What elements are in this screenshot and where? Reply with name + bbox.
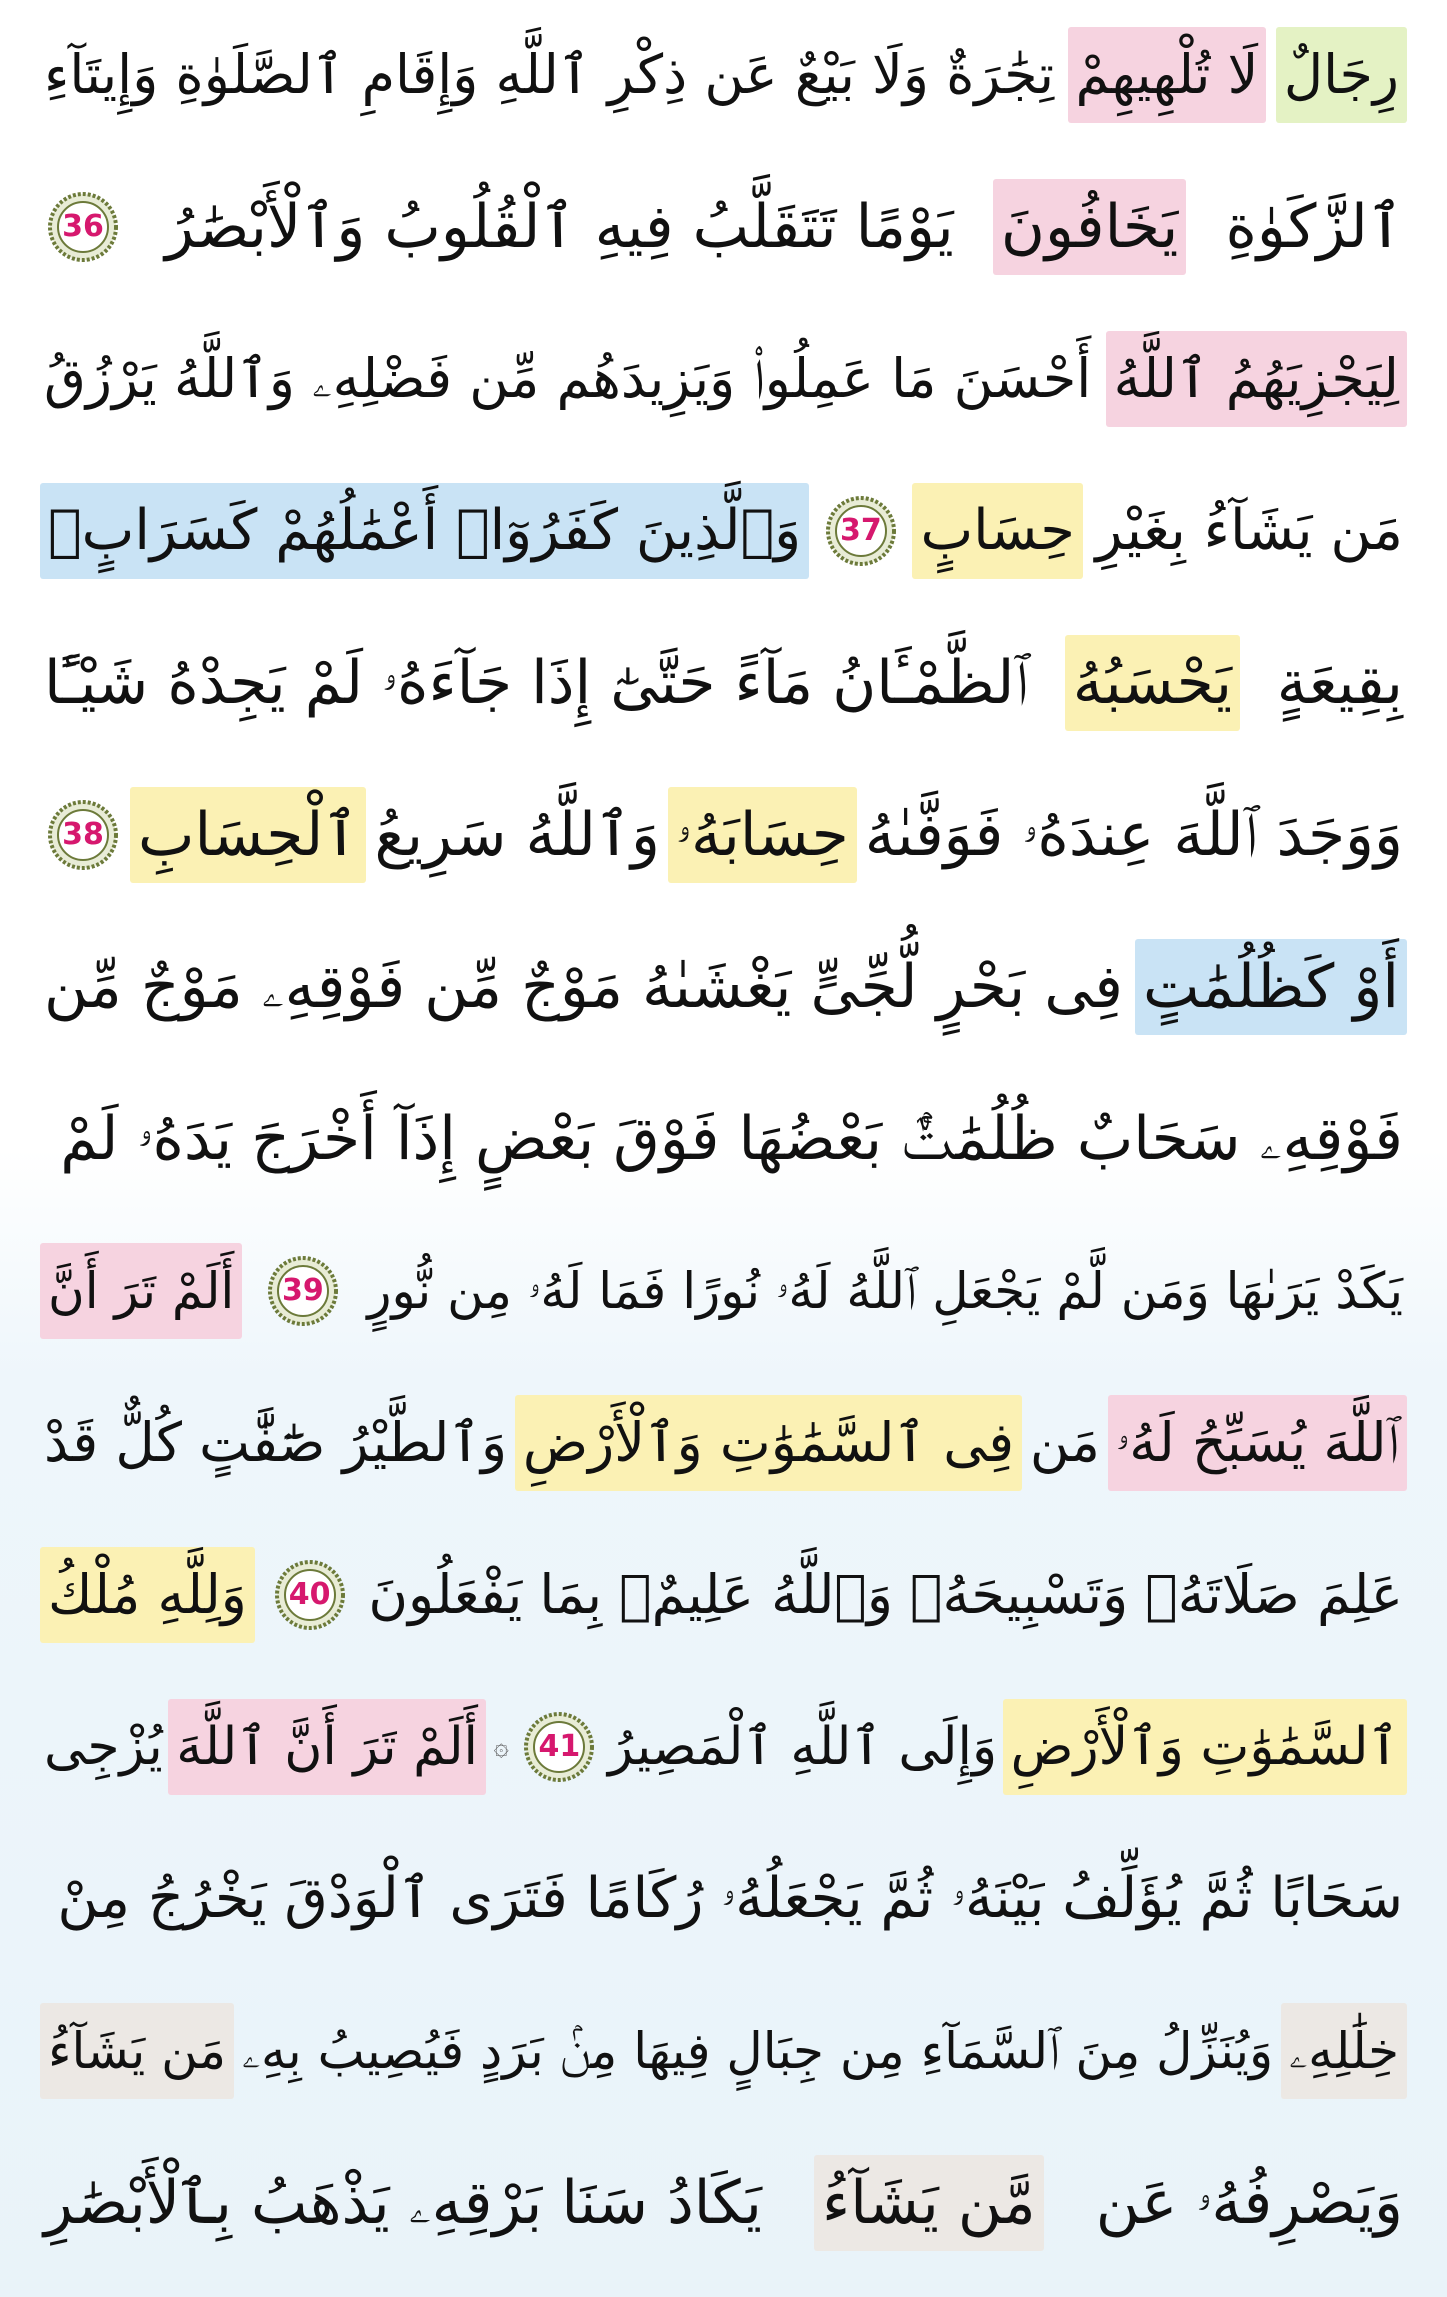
ayah-number: 41 <box>538 1729 581 1764</box>
ayah-number: 38 <box>62 817 104 852</box>
verse-line <box>40 476 1407 586</box>
verse-text: بِقِيعَةٍ <box>1276 648 1403 718</box>
verse-text: وَيُنَزِّلُ مِنَ ٱلسَّمَآءِ مِن جِبَالٍ فِيهَا مِنۢ بَرَدٍ فَيُصِيبُ بِهِۦ <box>241 2022 1274 2080</box>
verse-text: فَوْقِهِۦ سَحَابٌ ظُلُمَٰتٌۢ بَعْضُهَا فَوْقَ بَعْضٍ إِذَآ أَخْرَجَ يَدَهُۥ لَمْ <box>60 1104 1403 1174</box>
verse-text: مَن <box>1029 1411 1100 1474</box>
highlighted-phrase: أَلَمْ تَرَ أَنَّ ٱللَّهَ <box>168 1699 486 1795</box>
verse-line <box>40 1692 1407 1802</box>
verse-text: وَيَصْرِفُهُۥ عَن <box>1095 2168 1403 2238</box>
ayah-number-marker <box>46 798 120 872</box>
verse-line <box>40 780 1407 890</box>
verse-text: يُزْجِى <box>44 1717 163 1777</box>
ayah-number-marker <box>46 190 120 264</box>
ayah-number: 39 <box>281 1273 324 1308</box>
verse-text: وَوَجَدَ ٱللَّهَ عِندَهُۥ فَوَفَّىٰهُ <box>864 800 1403 870</box>
verse-line <box>40 932 1407 1042</box>
highlighted-phrase: لِيَجْزِيَهُمُ ٱللَّهُ <box>1106 331 1407 427</box>
highlighted-phrase: فِى ٱلسَّمَٰوَٰتِ وَٱلْأَرْضِ <box>515 1395 1022 1491</box>
verse-text: وَإِلَى ٱللَّهِ ٱلْمَصِيرُ <box>608 1717 998 1777</box>
highlighted-phrase: حِسَابَهُۥ <box>668 787 857 883</box>
verse-line <box>40 1236 1407 1346</box>
ayah-number-marker <box>273 1558 347 1632</box>
verse-line <box>40 1388 1407 1498</box>
highlighted-phrase: حِسَابٍ <box>912 483 1082 579</box>
verse-text: عَلِمَ صَلَاتَهُۥ وَتَسْبِيحَهُۥ وَٱللَّهُ عَلِيمٌۢ بِمَا يَفْعَلُونَ <box>368 1563 1403 1626</box>
verse-line <box>40 324 1407 434</box>
verse-text: مَن يَشَآءُ بِغَيْرِ <box>1095 498 1403 563</box>
hizb-star-icon: ۞ <box>493 1732 509 1762</box>
verse-line <box>40 2148 1407 2258</box>
ayah-number-marker <box>522 1710 596 1784</box>
verse-text: أَحْسَنَ مَا عَمِلُوا۟ وَيَزِيدَهُم مِّن فَضْلِهِۦ وَٱللَّهُ يَرْزُقُ <box>44 347 1092 410</box>
verse-line <box>40 628 1407 738</box>
ayah-number: 36 <box>62 209 104 244</box>
verse-text: ٱلزَّكَوٰةِ <box>1225 192 1403 262</box>
verse-text: وَٱللَّهُ سَرِيعُ <box>374 800 660 870</box>
verse-text: فِى بَحْرٍ لُّجِّىٍّ يَغْشَىٰهُ مَوْجٌ مِّن فَوْقِهِۦ مَوْجٌ مِّن <box>44 952 1123 1022</box>
highlighted-phrase: رِجَالٌ <box>1276 27 1407 123</box>
highlighted-phrase: لَا تُلْهِيهِمْ <box>1068 27 1267 123</box>
highlighted-phrase: يَخَافُونَ <box>993 179 1186 275</box>
verse-text: سَحَابًا ثُمَّ يُؤَلِّفُ بَيْنَهُۥ ثُمَّ يَجْعَلُهُۥ رُكَامًا فَتَرَى ٱلْوَدْقَ يَخْرُجُ مِنْ <box>57 1866 1403 1931</box>
highlighted-phrase: ٱلْحِسَابِ <box>130 787 366 883</box>
ayah-number: 37 <box>839 513 882 548</box>
verse-text: يَكَدْ يَرَىٰهَا وَمَن لَّمْ يَجْعَلِ ٱللَّهُ لَهُۥ نُورًا فَمَا لَهُۥ مِن نُّورٍ <box>367 1262 1403 1320</box>
verse-text: ٱلظَّمْـَٔانُ مَآءً حَتَّىٰٓ إِذَا جَآءَهُۥ لَمْ يَجِدْهُ شَيْـًٔا <box>44 648 1029 718</box>
ayah-number-marker <box>824 494 898 568</box>
verse-line <box>40 20 1407 130</box>
verse-line <box>40 172 1407 282</box>
highlighted-phrase: يَحْسَبُهُ <box>1065 635 1240 731</box>
verse-line <box>40 1084 1407 1194</box>
verse-line <box>40 1996 1407 2106</box>
ayah-number-marker <box>266 1254 340 1328</box>
verse-text: تِجَٰرَةٌ وَلَا بَيْعٌ عَن ذِكْرِ ٱللَّهِ وَإِقَامِ ٱلصَّلَوٰةِ وَإِيتَآءِ <box>44 43 1055 106</box>
highlighted-phrase: ٱللَّهَ يُسَبِّحُ لَهُۥ <box>1108 1395 1407 1491</box>
highlighted-phrase: ٱلسَّمَٰوَٰتِ وَٱلْأَرْضِ <box>1003 1699 1407 1795</box>
highlighted-phrase: أَوْ كَظُلُمَٰتٍ <box>1135 939 1407 1035</box>
highlighted-phrase: خِلَٰلِهِۦ <box>1281 2003 1407 2099</box>
verse-line <box>40 1844 1407 1954</box>
highlighted-phrase: وَلِلَّهِ مُلْكُ <box>40 1547 255 1643</box>
verse-text: وَٱلطَّيْرُ صَٰٓفَّٰتٍ كُلٌّ قَدْ <box>44 1411 508 1474</box>
verse-line <box>40 1540 1407 1650</box>
verse-text: يَكَادُ سَنَا بَرْقِهِۦ يَذْهَبُ بِٱلْأَبْصَٰرِ <box>44 2168 762 2238</box>
verse-text: يَوْمًا تَتَقَلَّبُ فِيهِ ٱلْقُلُوبُ وَٱلْأَبْصَٰرُ <box>165 192 954 262</box>
ayah-number: 40 <box>288 1577 331 1612</box>
highlighted-phrase: مَّن يَشَآءُ <box>814 2155 1044 2251</box>
highlighted-phrase: أَلَمْ تَرَ أَنَّ <box>40 1243 242 1339</box>
highlighted-phrase: وَٱلَّذِينَ كَفَرُوٓا۟ أَعْمَٰلُهُمْ كَسَرَابٍۭ <box>40 483 809 579</box>
highlighted-phrase: مَن يَشَآءُ <box>40 2003 234 2099</box>
